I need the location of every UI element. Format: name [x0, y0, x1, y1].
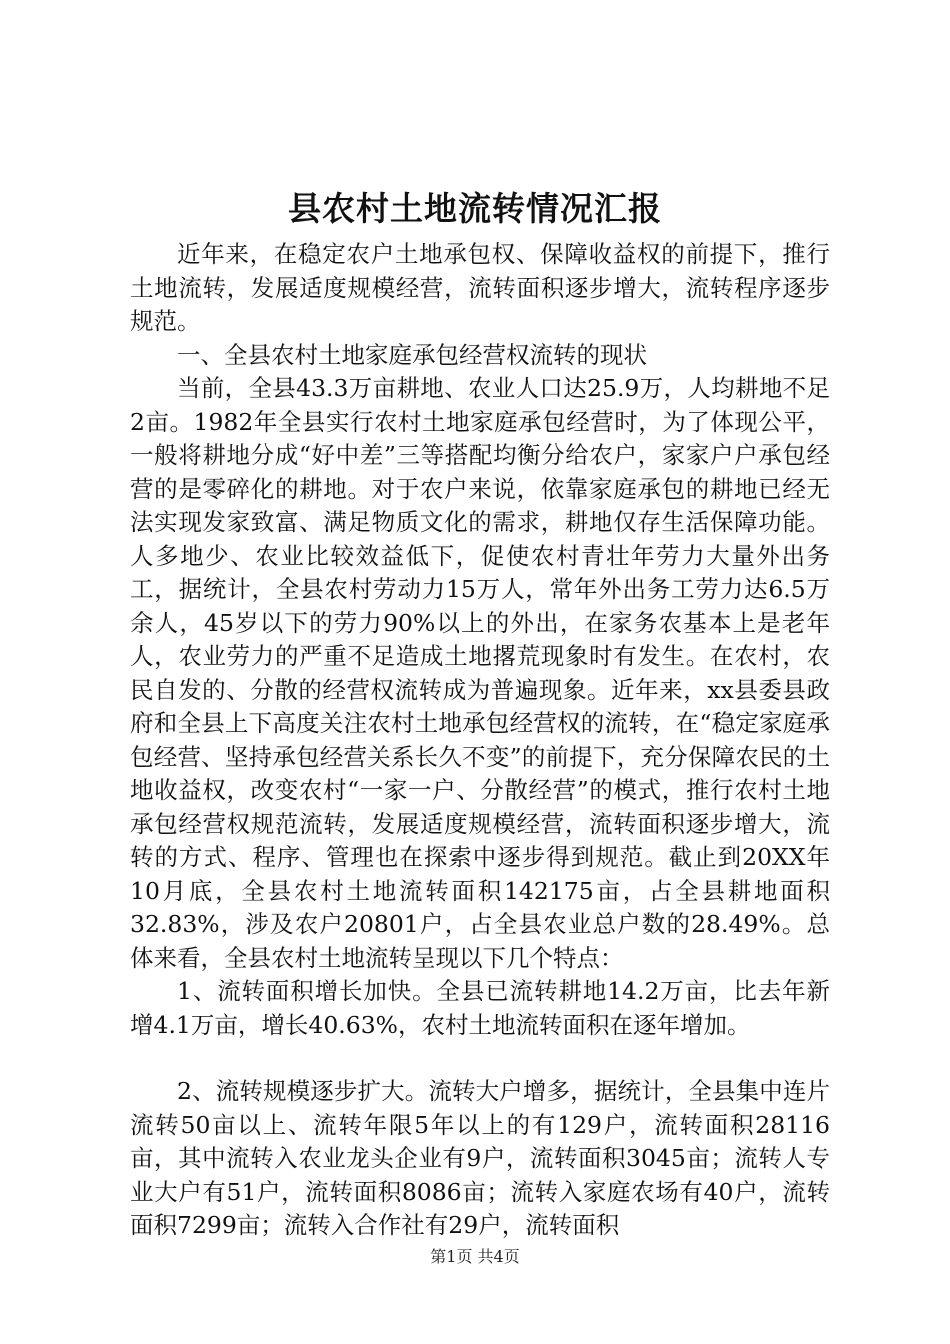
document-body	[130, 238, 830, 1243]
point-1-paragraph: 1、流转面积增长加快。全县已流转耕地14.2万亩，比去年新增4.1万亩，增长40.63%，农村土地流转面积在逐年增加。	[130, 977, 830, 1039]
section-heading: 一、全县农村土地家庭承包经营权流转的现状	[177, 340, 647, 369]
page-number: 第1页 共4页	[430, 1247, 520, 1266]
status-paragraph: 当前，全县43.3万亩耕地、农业人口达25.9万，人均耕地不足2亩。1982年全县实行农村土地家庭承包经营时，为了体现公平，一般将耕地分成“好中差”三等搭配均衡分给农户，家家户户承包经营的是零碎化的耕地。对于农户来说，依靠家庭承包的耕地已经无法实现发家致富、满足物质文化的需求，耕地仅存生活保障功能。人多地少、农业比较效益低下，促使农村青壮年劳力大量外出务工，据统计，全县农村劳动力15万人，常年外出务工劳力达6.5万余人，45岁以下的劳力90%以上的外出，在家务农基本上是老年人，农业劳力的严重不足造成土地撂荒现象时有发生。在农村，农民自发的、分散的经营权流转成为普遍现象。近年来，xx县委县政府和全县上下高度关注农村土地承包经营权的流转，在“稳定家庭承包经营、坚持承包经营关系长久不变”的前提下，充分保障农民的土地收益权，改变农村“一家一户、分散经营”的模式，推行农村土地承包经营权规范流转，发展适度规模经营，流转面积逐步增大，流转的方式、程序、管理也在探索中逐步得到规范。截止到20XX年10月底，全县农村土地流转面积142175亩，占全县耕地面积32.83%，涉及农户20801户，占全县农业总户数的28.49%。总体来看，全县农村土地流转呈现以下几个特点：	[130, 374, 830, 972]
intro-paragraph: 近年来，在稳定农户土地承包权、保障收益权的前提下，推行土地流转，发展适度规模经营，流转面积逐步增大，流转程序逐步规范。	[130, 240, 830, 335]
point-2-paragraph: 2、流转规模逐步扩大。流转大户增多，据统计，全县集中连片流转50亩以上、流转年限5年以上的有129户，流转面积28116亩，其中流转入农业龙头企业有9户，流转面积3045亩；流转人专业大户有51户，流转面积8086亩；流转入家庭农场有40户，流转面积7299亩；流转入合作社有29户，流转面积	[130, 1077, 830, 1239]
document-title: 县农村土地流转情况汇报	[288, 189, 662, 228]
